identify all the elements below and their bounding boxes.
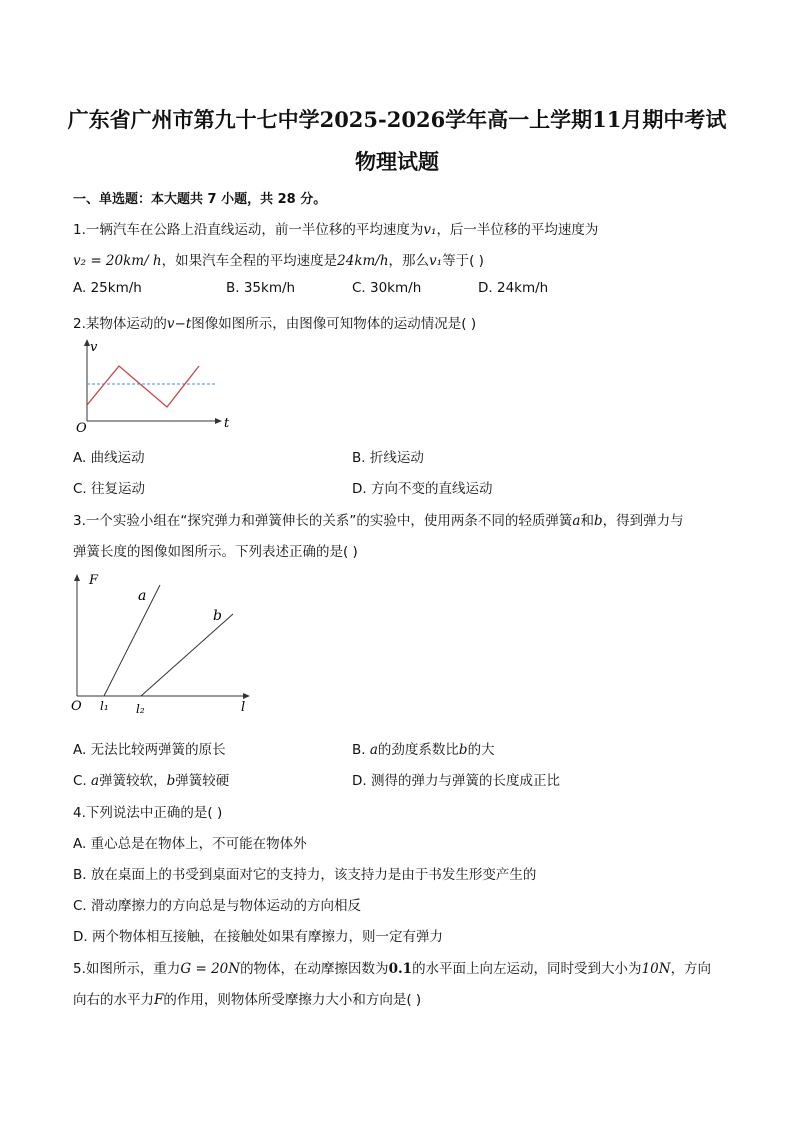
q5-text-e: 向右的水平力 [73,992,154,1008]
q3-a: a [572,513,581,529]
q4-option-b[interactable]: B. 放在桌面上的书受到桌面对它的支持力，该支持力是由于书发生形变产生的 [73,867,537,883]
q1-text-a: 1.一辆汽车在公路上沿直线运动，前一半位移的平均速度为 [73,222,424,238]
q3-line-b [141,614,233,696]
q3-label-a: a [138,588,147,604]
q1-v1: v₁ [423,222,437,238]
q2-vt: v−t [166,316,192,332]
q3-c-mid: 弹簧较软， [99,773,167,789]
q5-stem-line1 [73,957,711,977]
q3-option-c[interactable] [73,769,229,789]
q2-option-a[interactable]: A. 曲线运动 [73,450,145,466]
q3-text-a: 3.一个实验小组在“探究弹力和弹簧伸长的关系”的实验中，使用两条不同的轻质弹簧 [73,513,573,529]
q3-b-pre: B. [352,742,370,758]
q3-b-post: 的大 [467,742,495,758]
q3-label-l2: l₂ [136,702,145,716]
q2-option-b[interactable]: B. 折线运动 [352,450,424,466]
q5-mu: 0.1 [388,961,413,977]
q3-c-b: b [166,773,176,789]
q3-b: b [593,513,603,529]
q4-option-c[interactable]: C. 滑动摩擦力的方向总是与物体运动的方向相反 [73,898,362,914]
q1-stem-line1 [73,218,598,238]
q3-c-a: a [91,773,100,789]
q1-option-b[interactable]: B. 35km/h [226,280,296,296]
q1-v1-b: v₁ [429,253,443,269]
q2-text-a: 2.某物体运动的 [73,316,167,332]
q4-option-d[interactable]: D. 两个物体相互接触，在接触处如果有摩擦力，则一定有弹力 [73,929,443,945]
q2-stem [73,312,476,332]
q2-x-arrow [215,418,222,424]
q2-vt-graph [70,335,240,435]
q1-text-b: ，后一半位移的平均速度为 [436,222,599,238]
q5-text-d: ，方向 [670,961,712,977]
q1-stem-line2 [73,249,484,269]
q3-stem-line2: 弹簧长度的图像如图所示。下列表述正确的是( ) [73,544,358,560]
q5-stem-line2 [73,988,421,1008]
q5-text-c: 的水平面上向左运动，同时受到大小为 [412,961,642,977]
q1-text-d: ，那么 [388,253,430,269]
q3-line-a [104,585,160,696]
doc-title-line2: 物理试题 [355,149,439,174]
q3-option-b[interactable] [352,738,495,758]
q3-label-f: F [89,573,99,588]
q2-option-d[interactable]: D. 方向不变的直线运动 [352,481,493,497]
q2-label-origin: O [76,421,87,435]
q3-c-post: 弹簧较硬 [175,773,230,789]
q1-v2-eq: v₂ = 20km/ h [73,253,162,269]
q1-avg-speed: 24km/h [337,253,389,269]
q5-force: 10N [641,961,671,977]
q3-text-b: ，得到弹力与 [602,513,684,529]
q3-stem-line1 [73,509,684,529]
q1-option-c[interactable]: C. 30km/h [352,280,422,296]
doc-title-line1: 广东省广州市第九十七中学2025-2026学年高一上学期11月期中考试 [67,107,727,132]
q3-label-origin: O [71,699,82,714]
q4-option-a[interactable]: A. 重心总是在物体上，不可能在物体外 [73,836,307,852]
q4-stem: 4.下列说法中正确的是( ) [73,805,223,821]
q3-b-a: a [369,742,378,758]
q3-x-arrow [243,693,250,699]
q3-b-mid: 的劲度系数比 [377,742,459,758]
q1-text-e: 等于( ) [442,253,484,269]
q3-y-arrow [74,574,80,581]
q1-option-a[interactable]: A. 25km/h [73,280,142,296]
q3-b-b: b [458,742,468,758]
q5-text-a: 5.如图所示，重力 [73,961,181,977]
q3-label-l: l [241,700,246,715]
q2-text-b: 图像如图所示，由图像可知物体的运动情况是( ) [191,316,477,332]
q3-force-length-graph [66,568,266,718]
section-heading: 一、单选题：本大题共 7 小题，共 28 分。 [73,192,327,207]
q3-option-d[interactable]: D. 测得的弹力与弹簧的长度成正比 [352,773,560,789]
q5-text-b: 的物体，在动摩擦因数为 [240,961,389,977]
q5-text-f: 的作用，则物体所受摩擦力大小和方向是( ) [163,992,422,1008]
q3-label-b: b [213,608,222,624]
q5-g: G = 20N [180,961,241,977]
q2-velocity-curve [87,366,199,407]
q1-option-d[interactable]: D. 24km/h [478,280,549,296]
q2-label-t: t [224,416,230,431]
q2-option-c[interactable]: C. 往复运动 [73,481,146,497]
q1-text-c: ，如果汽车全程的平均速度是 [161,253,338,269]
q3-c-pre: C. [73,773,92,789]
q5-f: F [154,992,164,1008]
q3-label-l1: l₁ [100,699,109,713]
q2-label-v: v [90,340,98,355]
q3-option-a[interactable]: A. 无法比较两弹簧的原长 [73,742,226,758]
q3-and: 和 [580,513,594,529]
